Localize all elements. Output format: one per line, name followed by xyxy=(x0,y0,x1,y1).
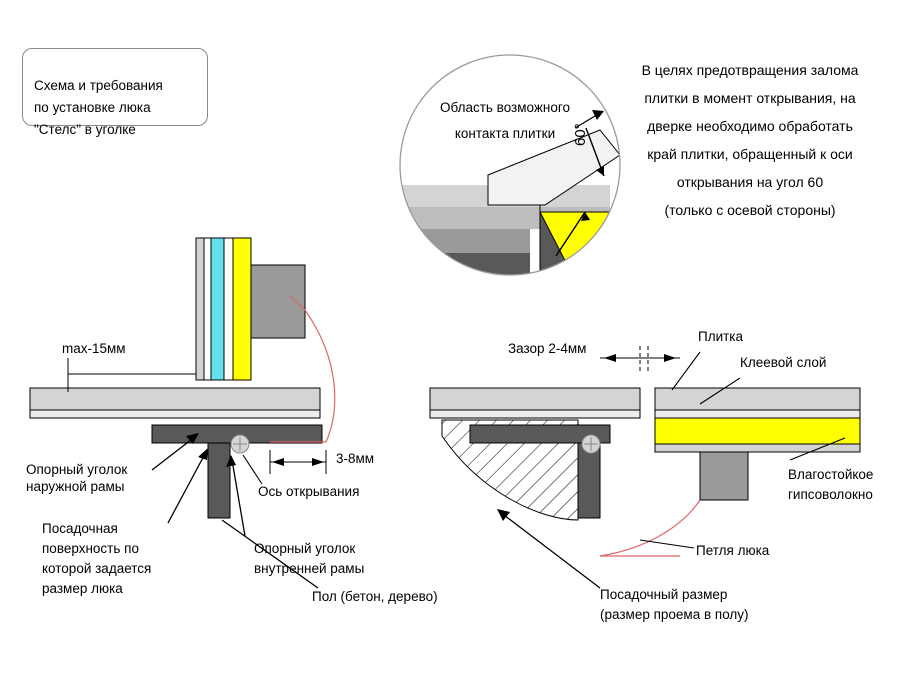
note-line-5: открывания на угол 60 xyxy=(676,174,824,190)
seat-surface-label-line-3: которой задается xyxy=(42,561,152,576)
detail-contact-area-line-2: контакта плитки xyxy=(454,126,556,141)
note-line-3: дверке необходимо обработать xyxy=(647,118,853,134)
detail-circle-group xyxy=(400,55,620,293)
seat-surface-label-line-4: размер люка xyxy=(42,581,123,596)
seat-surface-label-line-1: Посадочная xyxy=(42,521,118,536)
seat-size-label-line-1: Посадочный размер xyxy=(600,587,728,602)
gap-3-8mm-dimension: 3-8мм xyxy=(336,451,375,466)
tile-label: Плитка xyxy=(698,329,744,344)
outer-frame-angle-label-line-1: Опорный уголок xyxy=(26,462,128,477)
glue-layer-label: Клеевой слой xyxy=(740,355,827,370)
title-line-2: по установке люка xyxy=(34,100,151,115)
title-line-3: "Стелс" в уголке xyxy=(34,122,136,137)
seat-surface-label-line-2: поверхность по xyxy=(42,541,139,556)
note-line-1: В целях предотвращения залома xyxy=(641,62,859,78)
title-line-1: Схема и требования xyxy=(34,78,163,93)
moisture-gypsum-label-line-1: Влагостойкое xyxy=(788,467,874,482)
detail-contact-area-line-1: Область возможного xyxy=(439,100,571,115)
inner-frame-angle-label-line-1: Опорный уголок xyxy=(254,541,356,556)
note-line-6: (только с осевой стороны) xyxy=(664,202,836,218)
moisture-gypsum-label-line-2: гипсоволокно xyxy=(788,487,873,502)
inner-frame-angle-label-line-2: внутренней рамы xyxy=(254,561,365,576)
seat-size-label-line-2: (размер проема в полу) xyxy=(600,607,749,622)
opening-axis-label: Ось открывания xyxy=(258,484,360,499)
angle-60-label: 60° xyxy=(572,123,589,146)
gap-2-4mm-dimension: Зазор 2-4мм xyxy=(508,341,587,356)
floor-label: Пол (бетон, дерево) xyxy=(312,589,438,604)
note-line-4: край плитки, обращенный к оси xyxy=(647,146,853,162)
hatch-hinge-label: Петля люка xyxy=(696,543,770,558)
outer-frame-angle-label-line-2: наружной рамы xyxy=(26,479,125,494)
max-15mm-dimension: max-15мм xyxy=(62,341,126,356)
note-line-2: плитки в момент открывания, на xyxy=(644,90,856,106)
